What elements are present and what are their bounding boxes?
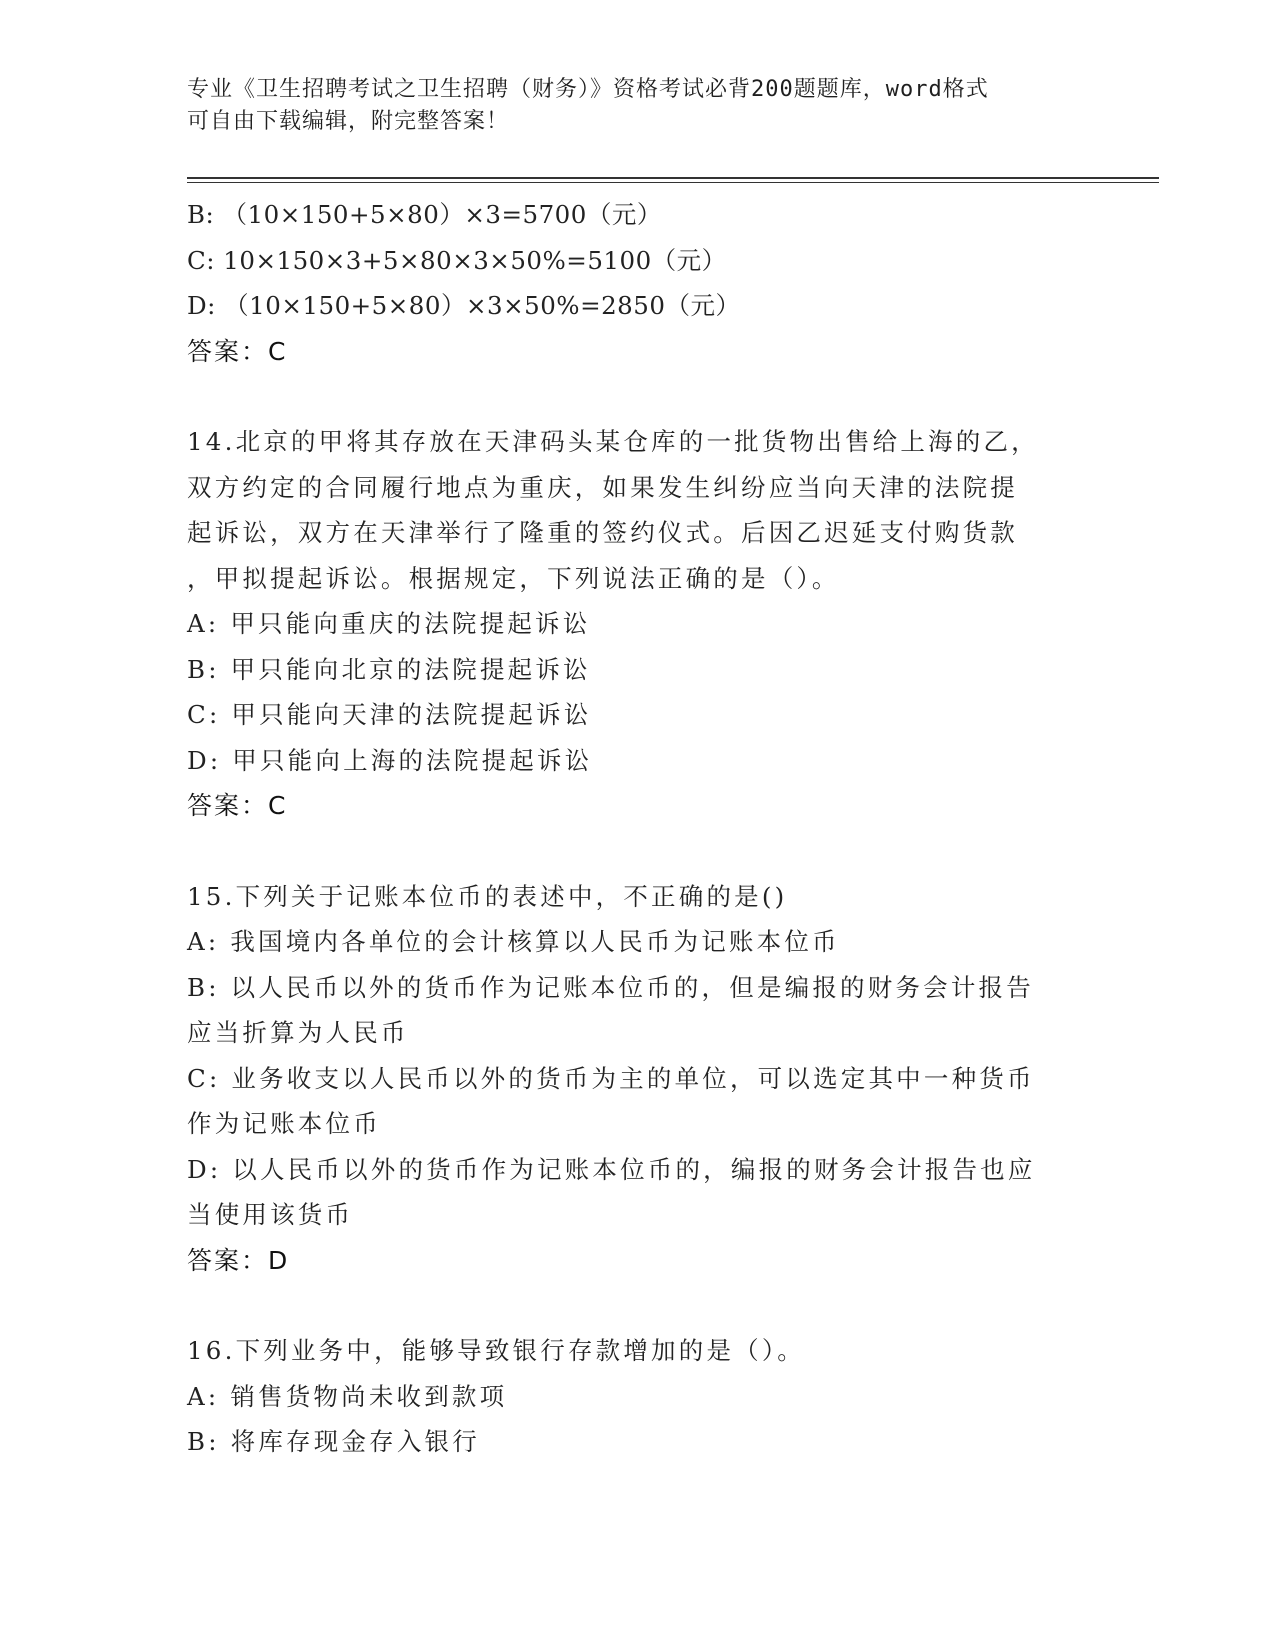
question-16: [187, 1328, 1067, 1465]
header-title-line-2: 可自由下载编辑，附完整答案！: [187, 109, 510, 134]
question-13-option-c: C: 10×150×3+5×80×3×50%=5100（元）: [187, 245, 727, 275]
question-15-answer: 答案：D: [187, 1245, 290, 1275]
spacer: [187, 1283, 1067, 1328]
spacer: [187, 374, 1067, 419]
question-15-option-d-line-2: 当使用该货币: [187, 1200, 354, 1229]
question-14-stem-line-4: ，甲拟提起诉讼。根据规定，下列说法正确的是（）。: [187, 563, 840, 593]
question-14-option-a: A: 甲只能向重庆的法院提起诉讼: [187, 609, 591, 638]
header-rule-thick: [187, 177, 1159, 179]
question-15-option-c-line-1: C: 业务收支以人民币以外的货币为主的单位，可以选定其中一种货币: [187, 1063, 1035, 1093]
question-14-stem-line-3: 起诉讼，双方在天津举行了隆重的签约仪式。后因乙迟延支付购货款: [187, 518, 1018, 547]
question-16-option-b: B: 将库存现金存入银行: [187, 1427, 480, 1456]
question-14: [187, 419, 1067, 829]
question-15-option-d-line-1: D: 以人民币以外的货币作为记账本位币的，编报的财务会计报告也应: [187, 1154, 1036, 1184]
question-14-answer: 答案：C: [187, 791, 288, 820]
question-14-option-b: B: 甲只能向北京的法院提起诉讼: [187, 654, 591, 684]
question-14-option-d: D: 甲只能向上海的法院提起诉讼: [187, 745, 593, 775]
question-15: [187, 874, 1067, 1284]
document-header: [187, 74, 1087, 138]
question-13-option-d: D: （10×150+5×80）×3×50%=2850（元）: [187, 291, 741, 320]
spacer: [187, 829, 1067, 874]
question-15-stem: 15.下列关于记账本位币的表述中，不正确的是(): [187, 881, 788, 911]
question-15-option-c-line-2: 作为记账本位币: [187, 1109, 381, 1138]
question-13-option-b: B: （10×150+5×80）×3=5700（元）: [187, 200, 662, 229]
question-16-stem: 16.下列业务中，能够导致银行存款增加的是（）。: [187, 1336, 806, 1365]
question-15-option-b-line-2: 应当折算为人民币: [187, 1018, 409, 1047]
question-list: [187, 192, 1067, 1465]
question-13-answer: 答案：C: [187, 336, 288, 366]
question-16-option-a: A: 销售货物尚未收到款项: [187, 1381, 508, 1411]
question-15-option-a: A: 我国境内各单位的会计核算以人民币为记账本位币: [187, 927, 840, 956]
question-14-stem-line-1: 14.北京的甲将其存放在天津码头某仓库的一批货物出售给上海的乙，: [187, 427, 1039, 456]
question-14-stem-line-2: 双方约定的合同履行地点为重庆，如果发生纠纷应当向天津的法院提: [187, 472, 1018, 502]
question-13: [187, 192, 1067, 374]
header-title-line-1: 专业《卫生招聘考试之卫生招聘（财务）》资格考试必背200题题库，word格式: [187, 77, 989, 102]
question-14-option-c: C: 甲只能向天津的法院提起诉讼: [187, 700, 592, 729]
question-15-option-b-line-1: B: 以人民币以外的货币作为记账本位币的，但是编报的财务会计报告: [187, 972, 1034, 1002]
header-rule-thin: [187, 182, 1159, 183]
